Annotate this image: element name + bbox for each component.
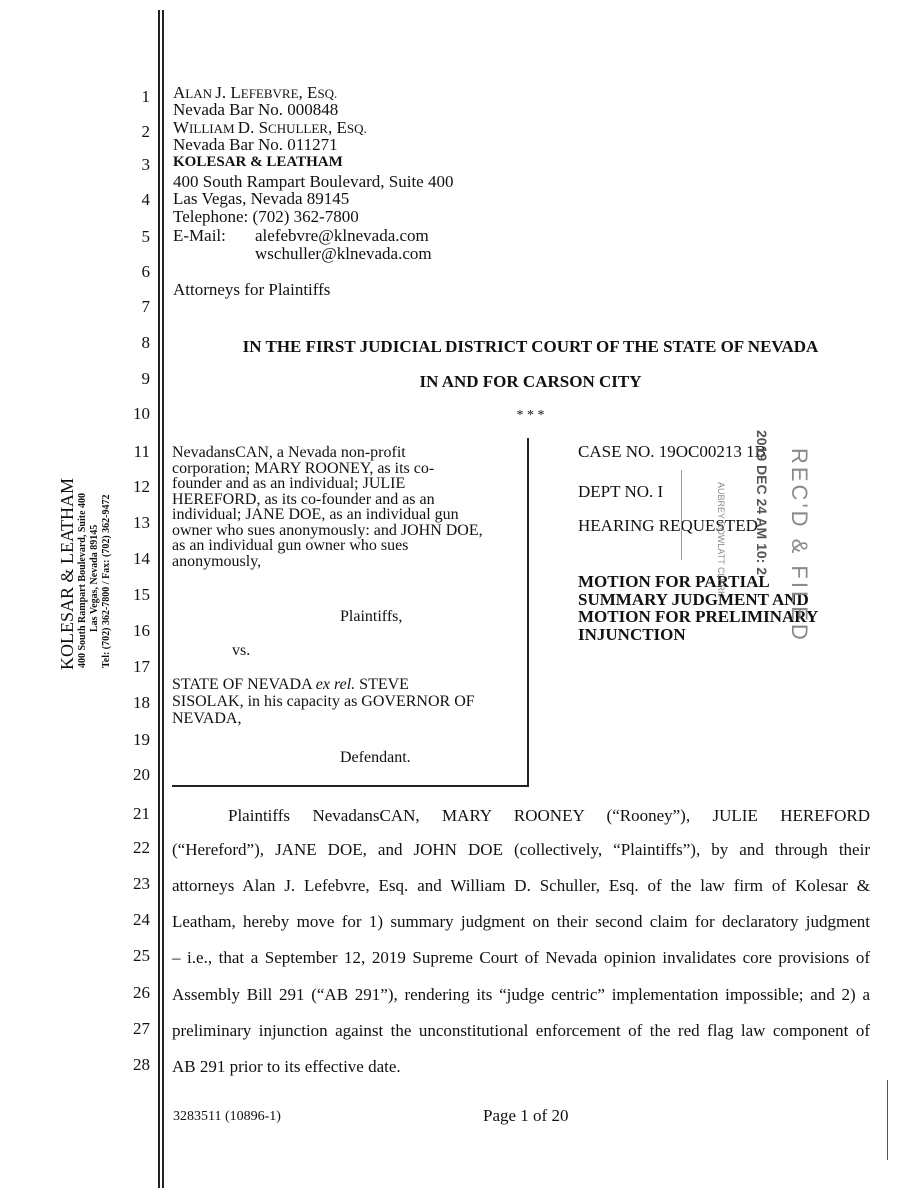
bar-number-1: Nevada Bar No. 000848	[173, 100, 339, 119]
defendant-line-2: SISOLAK, in his capacity as GOVERNOR OF	[172, 693, 475, 710]
plaintiffs-label: Plaintiffs,	[340, 608, 403, 625]
firm-sidebar	[58, 478, 113, 670]
plaintiff-line: anonymously,	[172, 552, 262, 570]
line-number: 20	[133, 765, 150, 784]
line-number: 25	[133, 946, 150, 965]
line-number: 10	[133, 404, 150, 423]
attorney-name-2: WILLIAM D. SCHULLER, ESQ.	[173, 118, 367, 137]
attorney-role: Attorneys for Plaintiffs	[173, 280, 331, 299]
line-number: 21	[133, 804, 150, 823]
plaintiff-line: corporation; MARY ROONEY, as its co-	[172, 459, 435, 477]
line-number: 4	[141, 190, 150, 209]
email-1: alefebvre@klnevada.com	[255, 226, 429, 245]
line-number: 9	[141, 369, 150, 388]
plaintiff-line: as an individual gun owner who sues	[172, 537, 409, 554]
stamp-bracket	[681, 470, 702, 560]
margin-rule-left	[158, 10, 160, 1188]
plaintiff-line: individual; JANE DOE, as an individual gun	[172, 506, 459, 523]
line-number: 1	[141, 87, 150, 106]
line-number: 16	[133, 621, 150, 640]
body-line: attorneys Alan J. Lefebvre, Esq. and William D. Schuller, Esq. of the law firm of Kolesar &	[172, 876, 870, 895]
line-number: 11	[133, 442, 150, 461]
firm-name: KOLESAR & LEATHAM	[173, 154, 343, 170]
line-number: 28	[133, 1055, 150, 1074]
court-name: IN THE FIRST JUDICIAL DISTRICT COURT OF THE STATE OF NEVADA	[242, 337, 819, 356]
plaintiff-line: NevadansCAN, a Nevada non-profit	[172, 444, 406, 461]
margin-rule-left-inner	[162, 10, 164, 1188]
line-number: 18	[133, 693, 150, 712]
plaintiffs-description	[172, 445, 483, 569]
motion-title-line: INJUNCTION	[578, 624, 686, 644]
court-location: IN AND FOR CARSON CITY	[419, 372, 642, 391]
line-number: 8	[141, 333, 150, 352]
email-2: wschuller@klnevada.com	[255, 244, 432, 263]
sidebar-phone: Tel: (702) 362-7800 / Fax: (702) 362-9472	[101, 494, 112, 668]
line-number: 13	[133, 513, 150, 532]
body-line: AB 291 prior to its effective date.	[172, 1057, 401, 1076]
body-line: Assembly Bill 291 (“AB 291”), rendering its “judge centric” implementation impossible; and 2) a	[172, 985, 870, 1004]
line-number: 3	[141, 155, 150, 174]
line-number: 5	[141, 227, 150, 246]
motion-title	[578, 573, 818, 643]
court-stars: * * *	[516, 408, 545, 423]
line-number: 15	[133, 585, 150, 604]
line-number: 6	[141, 262, 150, 281]
caption-box	[172, 438, 529, 787]
line-number: 7	[141, 297, 150, 316]
line-number: 17	[133, 657, 150, 676]
line-number: 2	[141, 122, 150, 141]
case-number: CASE NO. 19OC00213 1B	[578, 442, 766, 461]
line-number: 27	[133, 1019, 150, 1038]
body-line: preliminary injunction against the unconstitutional enforcement of the red flag law component of	[172, 1021, 870, 1040]
page-number: Page 1 of 20	[483, 1106, 569, 1125]
motion-title-line: MOTION FOR PARTIAL	[578, 572, 770, 591]
motion-title-line: SUMMARY JUDGMENT AND	[578, 589, 809, 609]
address-line-1: 400 South Rampart Boulevard, Suite 400	[173, 172, 454, 191]
line-number: 23	[133, 874, 150, 893]
plaintiff-line: HEREFORD, as its co-founder and as an	[172, 490, 435, 508]
email-label: E-Mail:	[173, 226, 226, 245]
versus: vs.	[232, 642, 251, 659]
defendant-label: Defendant.	[340, 749, 411, 766]
hearing-requested: HEARING REQUESTED	[578, 516, 758, 535]
attorney-name-1: ALAN J. LEFEBVRE, ESQ.	[173, 83, 338, 102]
dept-number: DEPT NO. I	[578, 482, 664, 501]
defendant-line-1: STATE OF NEVADA ex rel. STEVE	[172, 676, 409, 693]
document-id: 3283511 (10896-1)	[173, 1109, 281, 1124]
motion-title-line: MOTION FOR PRELIMINARY	[578, 607, 819, 626]
body-line: (“Hereford”), JANE DOE, and JOHN DOE (collectively, “Plaintiffs”), by and through their	[172, 840, 870, 859]
body-line: Plaintiffs NevadansCAN, MARY ROONEY (“Rooney”), JULIE HEREFORD	[228, 806, 870, 825]
line-number: 19	[133, 730, 150, 749]
sidebar-address: 400 South Rampart Boulevard, Suite 400	[77, 492, 88, 668]
bar-number-2: Nevada Bar No. 011271	[173, 135, 338, 154]
telephone: Telephone: (702) 362-7800	[173, 207, 359, 226]
plaintiff-line: owner who sues anonymously: and JOHN DOE,	[172, 521, 483, 539]
body-line: – i.e., that a September 12, 2019 Supreme Court of Nevada opinion invalidates core provisions of	[172, 948, 870, 967]
line-number: 14	[133, 549, 150, 568]
defendant-line-3: NEVADA,	[172, 710, 242, 727]
line-number: 12	[133, 477, 150, 496]
plaintiff-line: founder and as an individual; JULIE	[172, 475, 406, 492]
line-number: 24	[133, 910, 150, 929]
address-line-2: Las Vegas, Nevada 89145	[173, 189, 350, 208]
line-number: 26	[133, 983, 150, 1002]
line-number: 22	[133, 838, 150, 857]
sidebar-firm: KOLESAR & LEATHAM	[57, 478, 77, 670]
body-line: Leatham, hereby move for 1) summary judgment on their second claim for declaratory judgment	[172, 912, 870, 931]
margin-rule-right	[887, 1080, 888, 1160]
sidebar-city: Las Vegas, Nevada 89145	[89, 524, 100, 632]
